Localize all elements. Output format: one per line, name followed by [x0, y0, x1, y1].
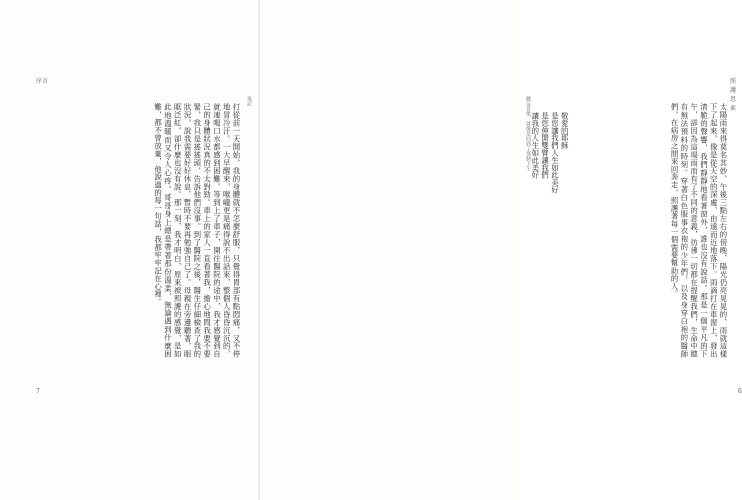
left-body-text [36, 103, 241, 358]
right-page [260, 0, 742, 500]
verse-line: 敬愛的耶穌 [560, 112, 570, 149]
left-paragraph: 打從前一天開始，我的身體就不怎麼舒服，只覺得胃部有點悶痛，又不停地冒冷汗。一大早醒來，喉嚨更是痛得說不出話來，整個人昏昏沉沉的，就連喝口水都感到困難。等到上了車子，開往醫院的途中，我才感覺到自己的身體狀況真的不太對勁。車上的家人一直看著我，擔心地問我要不要緊，我只是搖搖頭，告訴他們沒事。到了醫院之後，醫生仔細檢查了我的狀況，說我需要好好休息，暫時不要再勉強自己了。母親在旁邊聽著，眼眶泛紅，卻什麼也沒有說。那一刻，我才明白，原來被照護的感覺，是如此地溫暖而又令人心疼。哥哥身上總是帶著那份溫柔，無論遇到什麼困難，都不曾放棄，他說過的每一句話，我都牢牢記在心裡。 [153, 103, 241, 358]
left-folio: 7 [36, 388, 40, 395]
right-running-head: 照護思索 [730, 78, 737, 112]
verse-line: 是您讓我們人生如此美好 [550, 112, 560, 194]
right-folio: 6 [738, 388, 742, 395]
verse-block [530, 112, 569, 262]
right-body-text [578, 103, 728, 358]
left-side-note: 後記 [246, 96, 252, 106]
left-running-head: 序言 [36, 78, 49, 85]
verse-line: 讓我的人生如此美好 [530, 112, 540, 179]
right-paragraph: 太陽雨來得莫名其妙，午後三點左右的傍晚，陽光仍亮晃晃的，雨就這樣下了起來，像是從天空的深處、由遠而近地落下。雨滴打在車窗上，發出清脆的聲響，我們靜靜地看著窗外，誰也沒有說話。那是一個平凡的下午，卻因為這場雨而有了不同的意義，彷彿一切都在提醒我們，生命中總有無法預料的時刻。穿著白色服事衣袍的少年們，以及身穿白袍的醫師們，在病房之間來回奔走，照護著每一個需要幫助的人。 [670, 103, 728, 358]
left-page [0, 0, 260, 500]
verse-line: 是您伸開雙臂讓我們 [540, 112, 550, 179]
right-side-note: 聽這首歌，就像是回到了那個下午 [525, 96, 531, 171]
